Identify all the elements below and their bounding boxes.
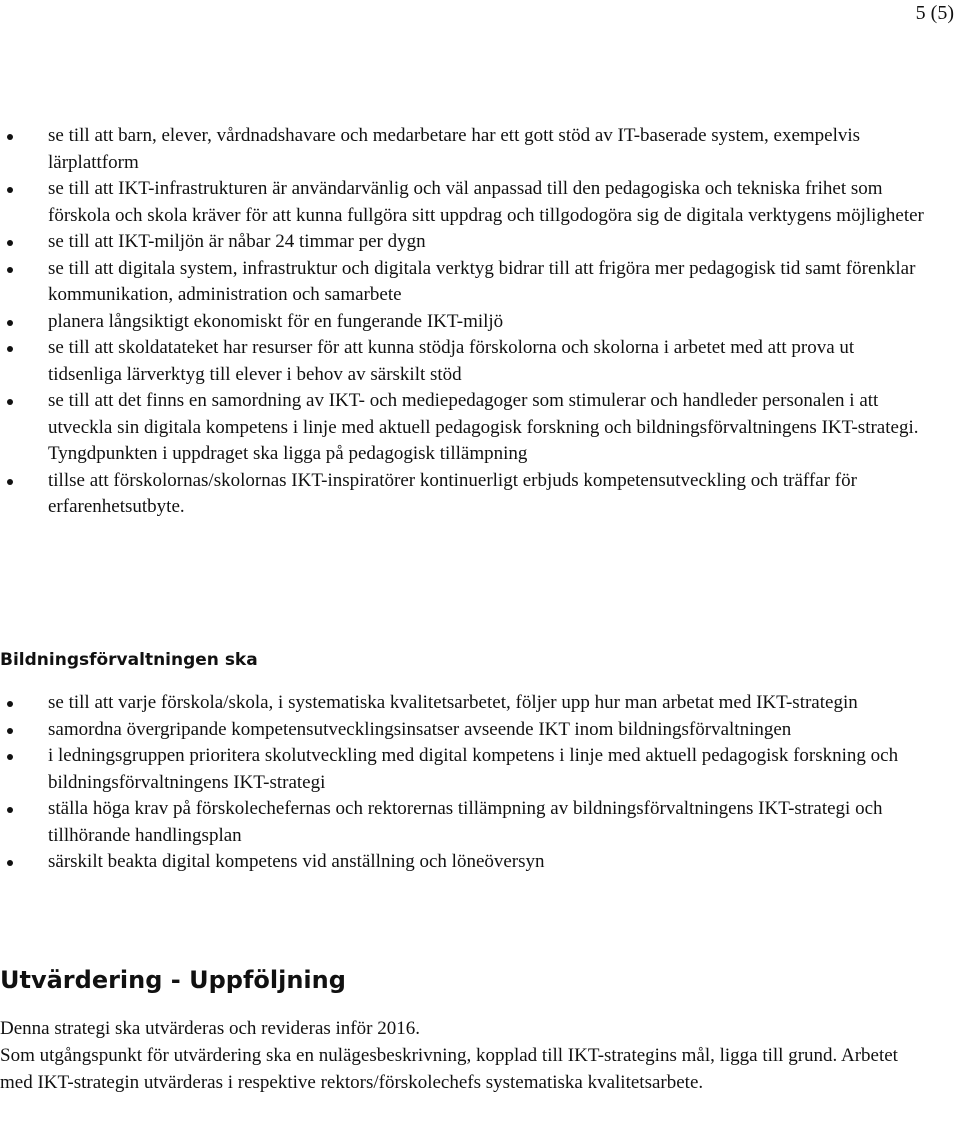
list-item: särskilt beakta digital kompetens vid anställning och löneöversyn	[0, 849, 930, 876]
list-item: se till att varje förskola/skola, i systematiska kvalitetsarbetet, följer upp hur man arbetat med IKT-strategin	[0, 690, 930, 717]
list-item: se till att skoldatateket har resurser för att kunna stödja förskolorna och skolorna i arbetet med att prova ut tidsenliga lärverktyg till elever i behov av särskilt stöd	[0, 335, 930, 388]
evaluation-paragraph: Denna strategi ska utvärderas och revideras inför 2016.	[0, 1018, 420, 1039]
responsibility-list	[0, 123, 930, 521]
section-heading-utvardering: Utvärdering - Uppföljning	[0, 966, 346, 994]
list-item: i ledningsgruppen prioritera skolutveckling med digital kompetens i linje med aktuell pedagogisk forskning och bildningsförvaltningens IKT-strategi	[0, 743, 930, 796]
list-item: se till att barn, elever, vårdnadshavare och medarbetare har ett gott stöd av IT-baserade system, exempelvis lärplattform	[0, 123, 930, 176]
page-number: 5 (5)	[915, 2, 954, 24]
list-item: samordna övergripande kompetensutvecklingsinsatser avseende IKT inom bildningsförvaltningen	[0, 717, 930, 744]
list-item: tillse att förskolornas/skolornas IKT-inspiratörer kontinuerligt erbjuds kompetensutveckling och träffar för erfarenhetsutbyte.	[0, 468, 930, 521]
evaluation-paragraph: Som utgångspunkt för utvärdering ska en nulägesbeskrivning, kopplad till IKT-strategins mål, ligga till grund. Arbetet med IKT-strategin utvärderas i respektive rektors/förskolechefs systematiska kvalitetsarbete.	[0, 1045, 898, 1093]
section-heading-bildningsforvaltningen: Bildningsförvaltningen ska	[0, 650, 258, 670]
list-item: se till att IKT-miljön är nåbar 24 timmar per dygn	[0, 229, 930, 256]
list-item: se till att IKT-infrastrukturen är användarvänlig och väl anpassad till den pedagogiska och tekniska frihet som förskola och skola kräver för att kunna fullgöra sitt uppdrag och tillgodogöra sig de digitala verktygens möjligheter	[0, 176, 930, 229]
administration-list	[0, 690, 930, 876]
list-item: planera långsiktigt ekonomiskt för en fungerande IKT-miljö	[0, 309, 930, 336]
list-item: se till att det finns en samordning av IKT- och mediepedagoger som stimulerar och handleder personalen i att utveckla sin digitala kompetens i linje med aktuell pedagogisk forskning och bildningsförvaltningens IKT-strategi. Tyngdpunkten i uppdraget ska ligga på pedagogisk tillämpning	[0, 388, 930, 468]
list-item: se till att digitala system, infrastruktur och digitala verktyg bidrar till att frigöra mer pedagogisk tid samt förenklar kommunikation, administration och samarbete	[0, 256, 930, 309]
list-item: ställa höga krav på förskolechefernas och rektorernas tillämpning av bildningsförvaltningens IKT-strategi och tillhörande handlingsplan	[0, 796, 930, 849]
